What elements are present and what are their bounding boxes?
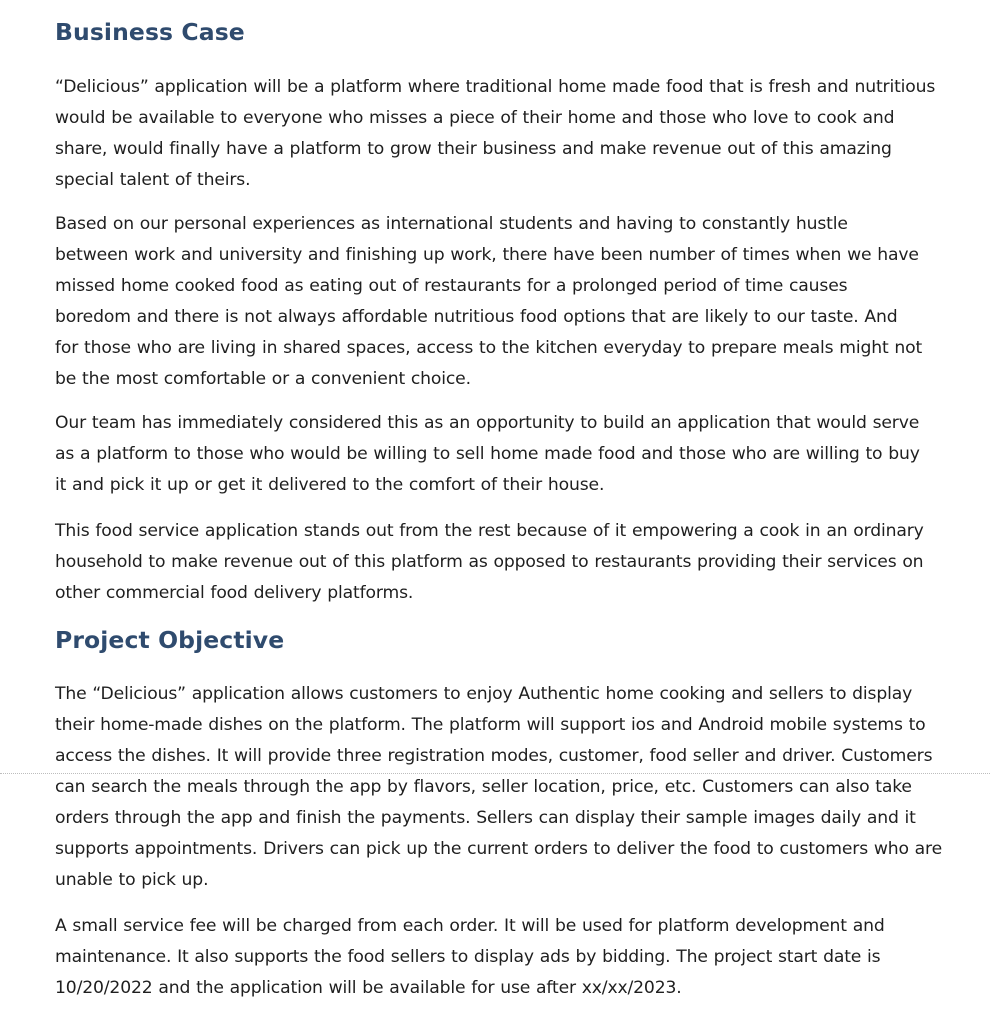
project-objective-paragraph-1: The “Delicious” application allows customers to enjoy Authentic home cooking and sellers to display their home-made dishes on the platform. The platform will support ios and Android mobile systems to access the dishes. It will provide three registration modes, customer, food seller and driver. Customers can search the meals through the app by flavors, seller location, price, etc. Customers can also take orders through the app and finish the payments. Sellers can display their sample images daily and it supports appointments. Drivers can pick up the current orders to deliver the food to customers who are unable to pick up.	[55, 684, 943, 890]
business-case-paragraph-2: Based on our personal experiences as international students and having to constantly hustle between work and university and finishing up work, there have been number of times when we have missed home cooked food as eating out of restaurants for a prolonged period of time causes boredom and there is not always affordable nutritious food options that are likely to our taste. And for those who are living in shared spaces, access to the kitchen everyday to prepare meals might not be the most comfortable or a convenient choice.	[55, 214, 923, 389]
business-case-paragraph-1: “Delicious” application will be a platform where traditional home made food that is fresh and nutritious would be available to everyone who misses a piece of their home and those who love to cook and share, would finally have a platform to grow their business and make revenue out of this amazing special talent of theirs.	[55, 77, 936, 190]
project-objective-paragraph-2: A small service fee will be charged from each order. It will be used for platform development and maintenance. It also supports the food sellers to display ads by bidding. The project start date is 10/20/2022 and the application will be available for use after xx/xx/2023.	[55, 916, 885, 998]
business-case-paragraph-4: This food service application stands out from the rest because of it empowering a cook in an ordinary household to make revenue out of this platform as opposed to restaurants providing their services on other commercial food delivery platforms.	[55, 521, 924, 603]
business-case-paragraph-3: Our team has immediately considered this as an opportunity to build an application that would serve as a platform to those who would be willing to sell home made food and those who are willing to buy it and pick it up or get it delivered to the comfort of their house.	[55, 413, 920, 495]
section-heading-project-objective: Project Objective	[55, 626, 285, 654]
page-break-divider	[0, 773, 990, 774]
section-heading-business-case: Business Case	[55, 18, 245, 46]
